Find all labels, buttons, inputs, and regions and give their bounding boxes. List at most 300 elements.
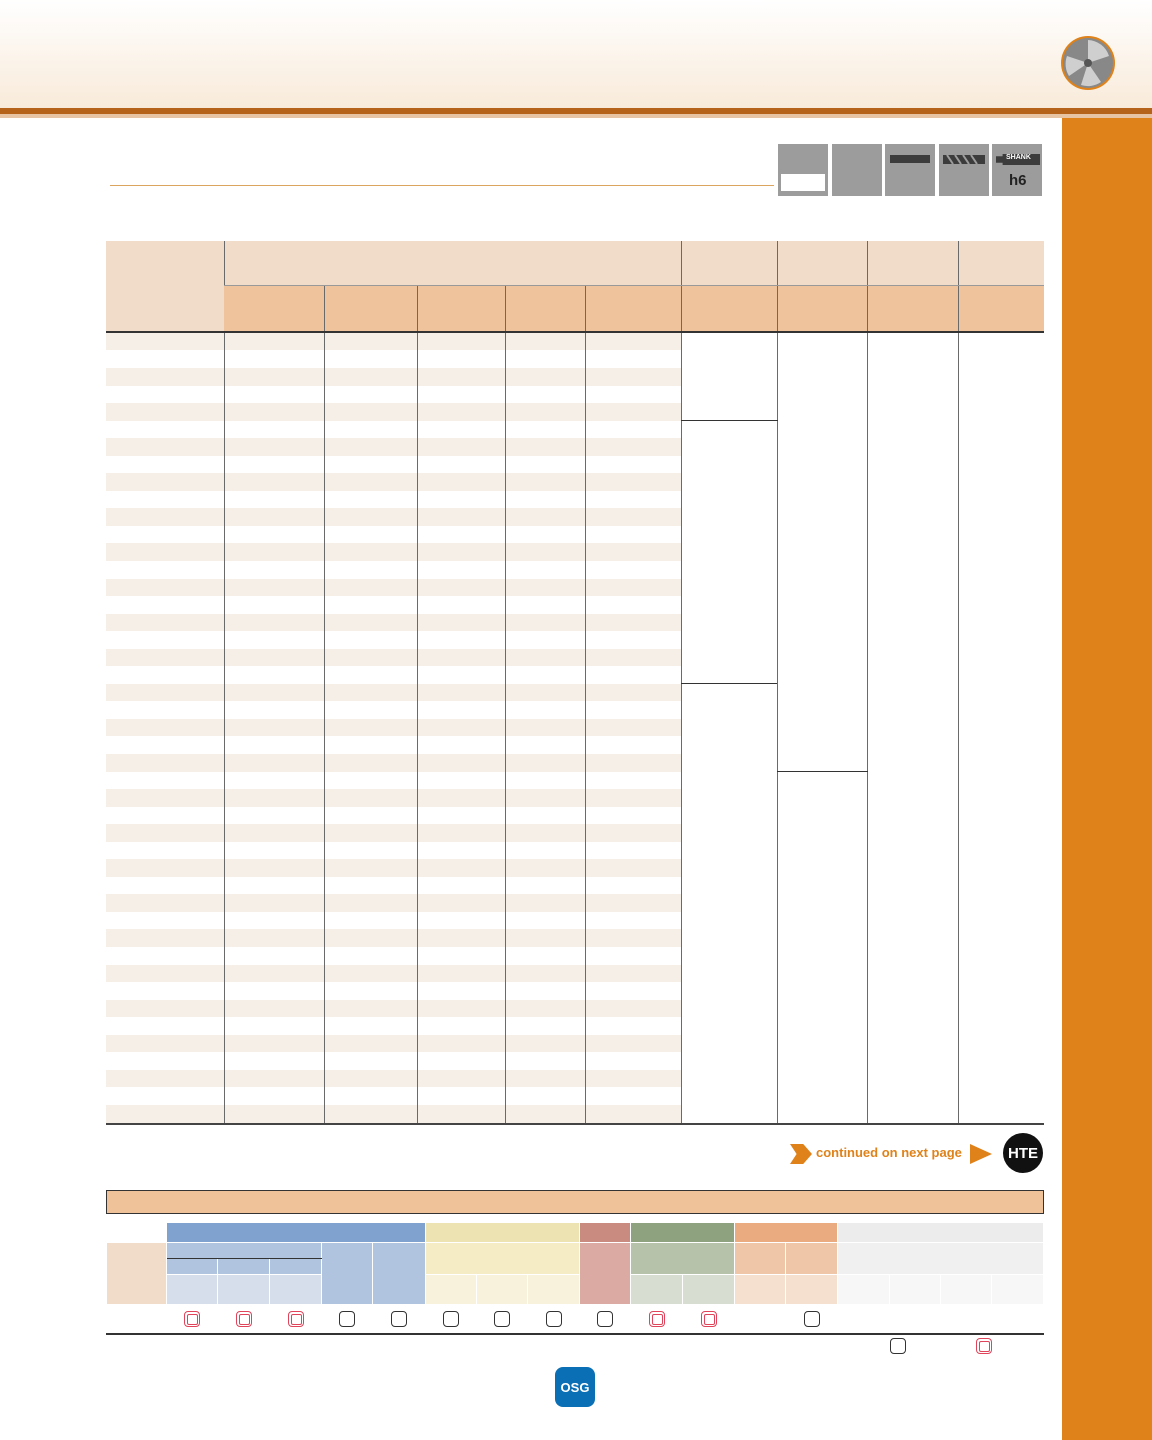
table-cell <box>505 1035 585 1053</box>
red-square-icon <box>976 1338 992 1354</box>
table-cell <box>106 350 224 368</box>
table-cell <box>106 1000 224 1018</box>
table-cell <box>585 1017 681 1035</box>
table-cell <box>106 789 224 807</box>
table-cell <box>417 772 505 790</box>
table-cell <box>224 736 324 754</box>
table-cell <box>505 701 585 719</box>
merged-cell <box>867 332 958 1124</box>
subgroup-alloy-b <box>786 1243 838 1275</box>
legend-red-square <box>976 1337 992 1355</box>
side-tab <box>1062 118 1152 1440</box>
table-cell <box>585 719 681 737</box>
detail-cell <box>890 1275 941 1305</box>
table-cell <box>324 332 417 351</box>
table-cell <box>106 561 224 579</box>
arrow-right-icon <box>970 1144 992 1164</box>
subheader-cell <box>505 286 585 332</box>
continued-label: continued on next page <box>816 1145 962 1160</box>
table-cell <box>585 701 681 719</box>
table-cell <box>505 350 585 368</box>
table-cell <box>106 1052 224 1070</box>
table-cell <box>505 1052 585 1070</box>
table-cell <box>224 965 324 983</box>
table-cell <box>417 965 505 983</box>
group-steel <box>167 1223 426 1243</box>
table-cell <box>224 754 324 772</box>
detail-cell <box>426 1275 477 1305</box>
title-underline <box>110 185 774 186</box>
suitability-cell <box>683 1305 735 1335</box>
subheader-cell <box>324 286 417 332</box>
table-cell <box>224 701 324 719</box>
table-cell <box>505 438 585 456</box>
table-cell <box>585 1070 681 1088</box>
table-cell <box>224 508 324 526</box>
table-cell <box>224 859 324 877</box>
size-table <box>106 241 1044 1125</box>
table-cell <box>106 368 224 386</box>
black-square-icon <box>339 1311 355 1327</box>
header-cell-d <box>958 241 1044 286</box>
table-cell <box>505 1105 585 1124</box>
table-cell <box>324 403 417 421</box>
table-cell <box>417 403 505 421</box>
table-cell <box>224 789 324 807</box>
table-cell <box>505 859 585 877</box>
table-cell <box>324 579 417 597</box>
table-cell <box>585 894 681 912</box>
table-cell <box>106 982 224 1000</box>
table-cell <box>585 526 681 544</box>
osg-logo: OSG <box>555 1367 595 1407</box>
table-cell <box>505 807 585 825</box>
subgroup-tool <box>373 1243 426 1305</box>
table-cell <box>505 649 585 667</box>
table-cell <box>324 929 417 947</box>
table-cell <box>585 912 681 930</box>
red-square-icon <box>701 1311 717 1327</box>
table-cell <box>505 403 585 421</box>
table-cell <box>417 596 505 614</box>
table-cell <box>505 526 585 544</box>
table-cell <box>324 543 417 561</box>
merged-cell <box>777 332 867 772</box>
table-cell <box>106 614 224 632</box>
suitability-cell <box>270 1305 322 1335</box>
table-cell <box>224 579 324 597</box>
header-row-1 <box>106 241 1044 286</box>
table-cell <box>417 754 505 772</box>
table-cell <box>224 842 324 860</box>
table-cell <box>106 421 224 439</box>
table-cell <box>505 543 585 561</box>
suitability-cell <box>580 1305 631 1335</box>
table-cell <box>585 473 681 491</box>
table-cell <box>224 1087 324 1105</box>
table-cell <box>324 491 417 509</box>
table-cell <box>324 596 417 614</box>
table-cell <box>224 614 324 632</box>
table-cell <box>106 1017 224 1035</box>
table-cell <box>505 631 585 649</box>
subgroup-stainless <box>426 1243 580 1275</box>
suitability-cell <box>167 1305 218 1335</box>
subgroup-cast-iron <box>580 1243 631 1305</box>
table-cell <box>417 807 505 825</box>
table-cell <box>417 456 505 474</box>
table-cell <box>505 842 585 860</box>
suitability-cell <box>735 1305 786 1335</box>
table-cell <box>106 631 224 649</box>
table-cell <box>585 929 681 947</box>
table-cell <box>224 526 324 544</box>
table-cell <box>224 368 324 386</box>
table-cell <box>324 421 417 439</box>
detail-cell <box>631 1275 683 1305</box>
suitability-cell <box>890 1305 941 1335</box>
table-cell <box>585 859 681 877</box>
black-square-icon <box>443 1311 459 1327</box>
table-cell <box>324 736 417 754</box>
table-cell <box>417 701 505 719</box>
table-cell <box>106 596 224 614</box>
table-cell <box>585 579 681 597</box>
table-cell <box>585 965 681 983</box>
straight-flute-icon <box>885 144 935 196</box>
table-cell <box>585 824 681 842</box>
suitability-cell <box>941 1305 992 1335</box>
detail-cell <box>683 1275 735 1305</box>
table-cell <box>505 719 585 737</box>
table-cell <box>106 508 224 526</box>
table-cell <box>417 719 505 737</box>
header-cell-dimensions <box>224 241 681 286</box>
subgroup-carbon-high <box>270 1259 322 1275</box>
legend-black-square <box>890 1337 906 1355</box>
materials-detail-row <box>107 1275 1044 1305</box>
table-cell <box>106 877 224 895</box>
table-cell <box>106 491 224 509</box>
table-cell <box>417 421 505 439</box>
table-cell <box>324 754 417 772</box>
table-cell <box>106 719 224 737</box>
hte-badge: HTE <box>1003 1133 1043 1173</box>
subgroup-hardened <box>838 1243 1044 1275</box>
table-cell <box>324 649 417 667</box>
table-cell <box>585 561 681 579</box>
table-cell <box>324 456 417 474</box>
table-cell <box>585 754 681 772</box>
table-cell <box>417 508 505 526</box>
table-cell <box>224 649 324 667</box>
table-cell <box>505 684 585 702</box>
table-cell <box>224 631 324 649</box>
table-cell <box>324 368 417 386</box>
table-end-rule <box>106 1124 1044 1126</box>
table-cell <box>106 824 224 842</box>
coating-icon <box>778 144 828 196</box>
table-cell <box>324 631 417 649</box>
table-cell <box>324 666 417 684</box>
table-cell <box>106 1087 224 1105</box>
black-square-icon <box>391 1311 407 1327</box>
materials-group-row <box>107 1223 1044 1243</box>
black-square-icon <box>597 1311 613 1327</box>
table-cell <box>106 543 224 561</box>
table-cell <box>417 1105 505 1124</box>
table-cell <box>417 912 505 930</box>
table-cell <box>417 526 505 544</box>
table-cell <box>106 736 224 754</box>
table-cell <box>417 789 505 807</box>
red-square-icon <box>184 1311 200 1327</box>
table-cell <box>505 824 585 842</box>
table-cell <box>505 1070 585 1088</box>
table-cell <box>106 894 224 912</box>
suitability-cell <box>992 1305 1044 1335</box>
table-cell <box>106 649 224 667</box>
suitability-label <box>107 1305 167 1335</box>
subgroup-nonferrous <box>631 1243 735 1275</box>
table-cell <box>417 1052 505 1070</box>
table-cell <box>585 508 681 526</box>
table-cell <box>585 772 681 790</box>
table-cell <box>324 877 417 895</box>
table-cell <box>324 912 417 930</box>
table-cell <box>585 596 681 614</box>
group-nonferrous <box>631 1223 735 1243</box>
merged-cell <box>958 332 1044 1124</box>
header-band <box>0 0 1152 110</box>
black-square-icon <box>804 1311 820 1327</box>
table-cell <box>324 1000 417 1018</box>
table-cell <box>585 789 681 807</box>
table-cell <box>417 1000 505 1018</box>
shank-icon <box>992 144 1042 196</box>
suitability-cell <box>786 1305 838 1335</box>
table-cell <box>224 807 324 825</box>
table-cell <box>585 1035 681 1053</box>
table-cell <box>585 491 681 509</box>
table-cell <box>106 772 224 790</box>
table-cell <box>106 859 224 877</box>
table-cell <box>224 877 324 895</box>
table-row <box>106 332 1044 351</box>
table-cell <box>224 894 324 912</box>
table-cell <box>224 684 324 702</box>
table-cell <box>417 982 505 1000</box>
table-cell <box>106 807 224 825</box>
suitability-cell <box>373 1305 426 1335</box>
table-cell <box>106 684 224 702</box>
table-cell <box>106 929 224 947</box>
header-cell-edp <box>106 241 224 332</box>
table-cell <box>505 1017 585 1035</box>
table-cell <box>505 929 585 947</box>
table-cell <box>324 438 417 456</box>
table-cell <box>324 1105 417 1124</box>
table-cell <box>505 1087 585 1105</box>
table-cell <box>224 824 324 842</box>
table-cell <box>417 543 505 561</box>
table-cell <box>585 631 681 649</box>
header-cell-a <box>681 241 777 286</box>
table-cell <box>417 386 505 404</box>
subgroup-alloy-a <box>735 1243 786 1275</box>
helix-flute-icon <box>939 144 989 196</box>
table-cell <box>324 1035 417 1053</box>
subheader-cell <box>417 286 505 332</box>
table-cell <box>224 929 324 947</box>
table-cell <box>224 772 324 790</box>
detail-cell <box>838 1275 890 1305</box>
table-cell <box>417 1070 505 1088</box>
table-cell <box>585 1105 681 1124</box>
suitability-cell <box>322 1305 373 1335</box>
table-cell <box>585 1052 681 1070</box>
table-cell <box>106 473 224 491</box>
detail-cell <box>477 1275 528 1305</box>
suitability-cell <box>631 1305 683 1335</box>
subgroup-carbon-low <box>167 1259 218 1275</box>
table-cell <box>505 332 585 351</box>
table-cell <box>324 965 417 983</box>
table-cell <box>585 982 681 1000</box>
materials-title-bar <box>106 1190 1044 1214</box>
table-cell <box>585 368 681 386</box>
materials-table <box>106 1222 1044 1335</box>
table-cell <box>224 491 324 509</box>
table-cell <box>324 701 417 719</box>
table-cell <box>224 438 324 456</box>
subheader-cell <box>958 286 1044 332</box>
table-cell <box>417 894 505 912</box>
detail-cell <box>941 1275 992 1305</box>
table-cell <box>324 789 417 807</box>
red-square-icon <box>236 1311 252 1327</box>
table-cell <box>585 543 681 561</box>
red-square-icon <box>288 1311 304 1327</box>
table-cell <box>106 579 224 597</box>
table-cell <box>324 614 417 632</box>
table-cell <box>224 350 324 368</box>
suitability-row <box>107 1305 1044 1335</box>
group-alloys <box>735 1223 838 1243</box>
table-cell <box>585 684 681 702</box>
table-cell <box>505 579 585 597</box>
black-square-icon <box>546 1311 562 1327</box>
table-cell <box>224 332 324 351</box>
subheader-cell <box>681 286 777 332</box>
table-cell <box>505 386 585 404</box>
table-cell <box>585 1087 681 1105</box>
merged-cell <box>681 684 777 1124</box>
table-cell <box>324 526 417 544</box>
table-cell <box>224 947 324 965</box>
table-cell <box>417 332 505 351</box>
table-cell <box>585 421 681 439</box>
table-cell <box>585 386 681 404</box>
table-cell <box>417 1035 505 1053</box>
table-cell <box>417 473 505 491</box>
table-cell <box>224 473 324 491</box>
table-cell <box>324 719 417 737</box>
table-cell <box>585 736 681 754</box>
subgroup-carbon-mid <box>218 1259 270 1275</box>
table-cell <box>585 842 681 860</box>
table-cell <box>417 350 505 368</box>
suitability-cell <box>838 1305 890 1335</box>
table-cell <box>224 1070 324 1088</box>
table-cell <box>324 684 417 702</box>
table-cell <box>324 982 417 1000</box>
table-cell <box>224 561 324 579</box>
table-cell <box>585 456 681 474</box>
table-cell <box>417 614 505 632</box>
suitability-cell <box>477 1305 528 1335</box>
table-cell <box>224 386 324 404</box>
table-cell <box>324 772 417 790</box>
table-cell <box>106 526 224 544</box>
header-row-2 <box>106 286 1044 332</box>
detail-cell <box>218 1275 270 1305</box>
table-end-cell <box>106 1124 1044 1126</box>
table-cell <box>505 456 585 474</box>
subgroup-alloy <box>322 1243 373 1305</box>
table-cell <box>224 1017 324 1035</box>
table-cell <box>224 421 324 439</box>
table-cell <box>505 877 585 895</box>
table-cell <box>224 1035 324 1053</box>
subheader-cell <box>867 286 958 332</box>
arrow-right-icon <box>790 1144 812 1164</box>
table-cell <box>505 491 585 509</box>
table-cell <box>505 421 585 439</box>
table-cell <box>417 649 505 667</box>
detail-cell <box>270 1275 322 1305</box>
table-cell <box>585 877 681 895</box>
table-cell <box>224 1000 324 1018</box>
table-cell <box>417 579 505 597</box>
shank-label: SHANK <box>1006 154 1031 161</box>
black-square-icon <box>890 1338 906 1354</box>
group-stainless <box>426 1223 580 1243</box>
merged-cell <box>777 772 867 1124</box>
table-cell <box>324 350 417 368</box>
table-cell <box>585 807 681 825</box>
table-cell <box>106 947 224 965</box>
table-cell <box>106 912 224 930</box>
table-cell <box>324 842 417 860</box>
table-cell <box>417 368 505 386</box>
table-cell <box>417 438 505 456</box>
detail-cell <box>735 1275 786 1305</box>
subheader-cell <box>585 286 681 332</box>
table-cell <box>505 965 585 983</box>
table-cell <box>324 894 417 912</box>
table-cell <box>324 947 417 965</box>
table-cell <box>505 894 585 912</box>
table-cell <box>106 403 224 421</box>
detail-cell <box>528 1275 580 1305</box>
table-cell <box>417 859 505 877</box>
table-cell <box>417 824 505 842</box>
materials-blank <box>107 1223 167 1243</box>
subheader-cell <box>224 286 324 332</box>
table-cell <box>106 456 224 474</box>
subheader-cell <box>777 286 867 332</box>
